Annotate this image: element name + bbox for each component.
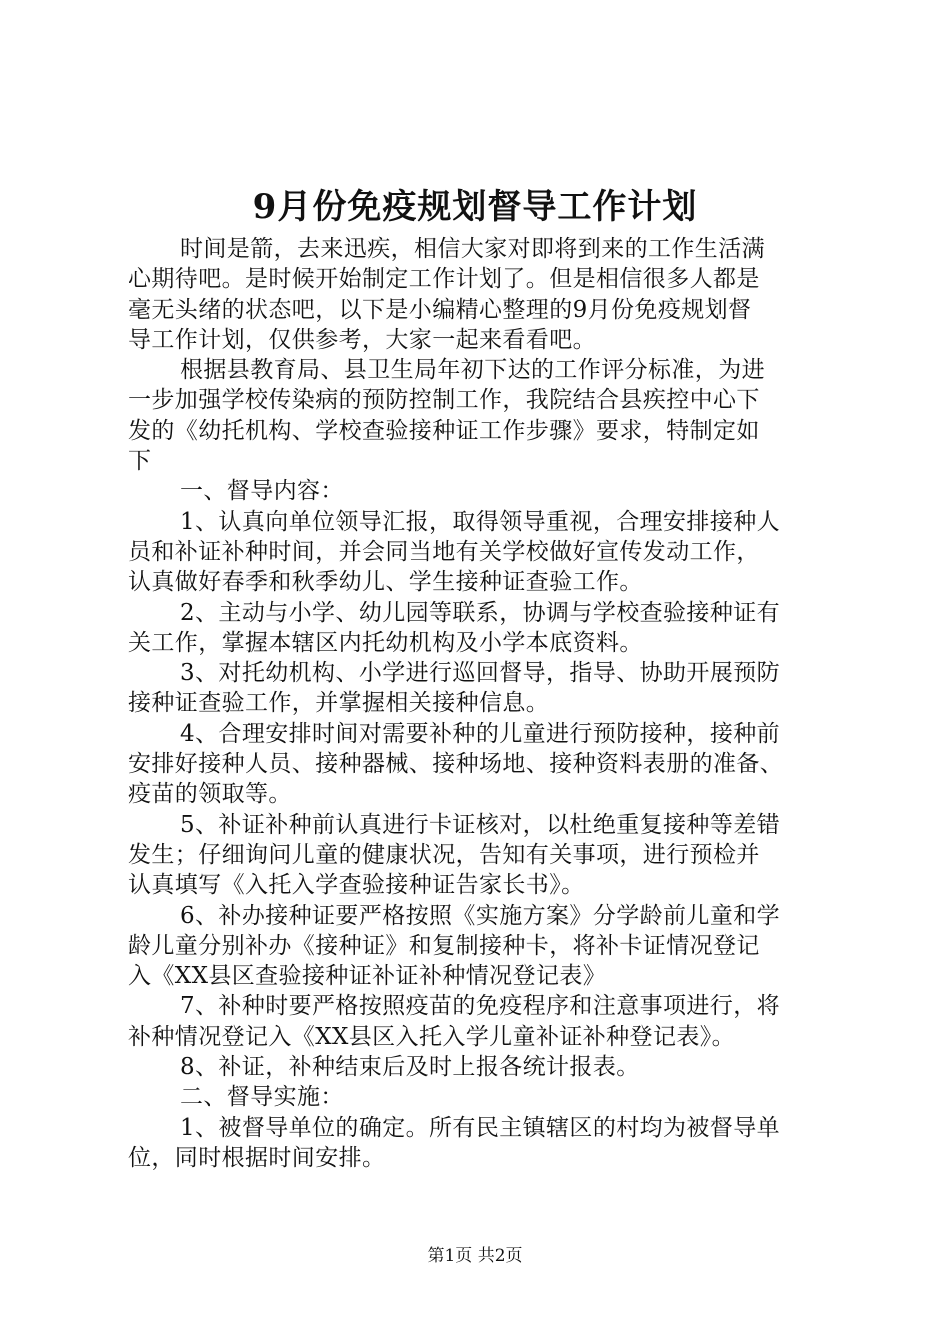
text-line: 下: [128, 448, 152, 475]
text-line: 发生；仔细询问儿童的健康状况，告知有关事项，进行预检并: [128, 841, 760, 868]
text-line: 1、认真向单位领导汇报，取得领导重视，合理安排接种人: [180, 508, 781, 535]
text-line: 认真做好春季和秋季幼儿、学生接种证查验工作。: [128, 569, 643, 596]
text-line: 导工作计划，仅供参考，大家一起来看看吧。: [128, 326, 596, 353]
document-title: 9月份免疫规划督导工作计划: [252, 187, 698, 227]
text-line: 3、对托幼机构、小学进行巡回督导，指导、协助开展预防: [180, 660, 781, 687]
text-line: 入《XX县区查验接种证补证补种情况登记表》: [128, 963, 607, 990]
text-line: 2、主动与小学、幼儿园等联系，协调与学校查验接种证有: [180, 599, 781, 626]
text-line: 时间是箭，去来迅疾，相信大家对即将到来的工作生活满: [180, 236, 765, 262]
text-line: 4、合理安排时间对需要补种的儿童进行预防接种，接种前: [180, 720, 781, 747]
text-line: 龄儿童分别补办《接种证》和复制接种卡，将补卡证情况登记: [128, 932, 760, 959]
text-line: 一、督导内容：: [180, 478, 344, 505]
text-line: 接种证查验工作，并掌握相关接种信息。: [128, 690, 550, 717]
text-line: 1、被督导单位的确定。所有民主镇辖区的村均为被督导单: [180, 1114, 781, 1141]
text-line: 8、补证，补种结束后及时上报各统计报表。: [180, 1054, 640, 1081]
text-line: 5、补证补种前认真进行卡证核对，以杜绝重复接种等差错: [180, 811, 781, 838]
text-line: 疫苗的领取等。: [128, 781, 292, 808]
text-line: 发的《幼托机构、学校查验接种证工作步骤》要求，特制定如: [128, 417, 760, 444]
text-line: 心期待吧。是时候开始制定工作计划了。但是相信很多人都是: [128, 266, 760, 293]
text-line: 根据县教育局、县卫生局年初下达的工作评分标准，为进: [180, 357, 765, 384]
text-line: 位，同时根据时间安排。: [128, 1144, 386, 1171]
text-line: 7、补种时要严格按照疫苗的免疫程序和注意事项进行，将: [180, 993, 781, 1020]
text-line: 认真填写《入托入学查验接种证告家长书》。: [128, 872, 585, 899]
text-line: 员和补证补种时间，并会同当地有关学校做好宣传发动工作，: [128, 538, 760, 565]
text-line: 毫无头绪的状态吧，以下是小编精心整理的9月份免疫规划督: [128, 296, 752, 323]
text-line: 关工作，掌握本辖区内托幼机构及小学本底资料。: [128, 629, 643, 656]
text-line: 二、督导实施：: [180, 1084, 344, 1111]
document-body: [128, 234, 838, 1173]
text-line: 6、补办接种证要严格按照《实施方案》分学龄前儿童和学: [180, 902, 781, 929]
text-line: 安排好接种人员、接种器械、接种场地、接种资料表册的准备、: [128, 751, 784, 778]
text-line: 一步加强学校传染病的预防控制工作，我院结合县疾控中心下: [128, 387, 760, 414]
page-footer: 第1页 共2页: [427, 1246, 523, 1266]
text-line: 补种情况登记入《XX县区入托入学儿童补证补种登记表》。: [128, 1023, 736, 1050]
